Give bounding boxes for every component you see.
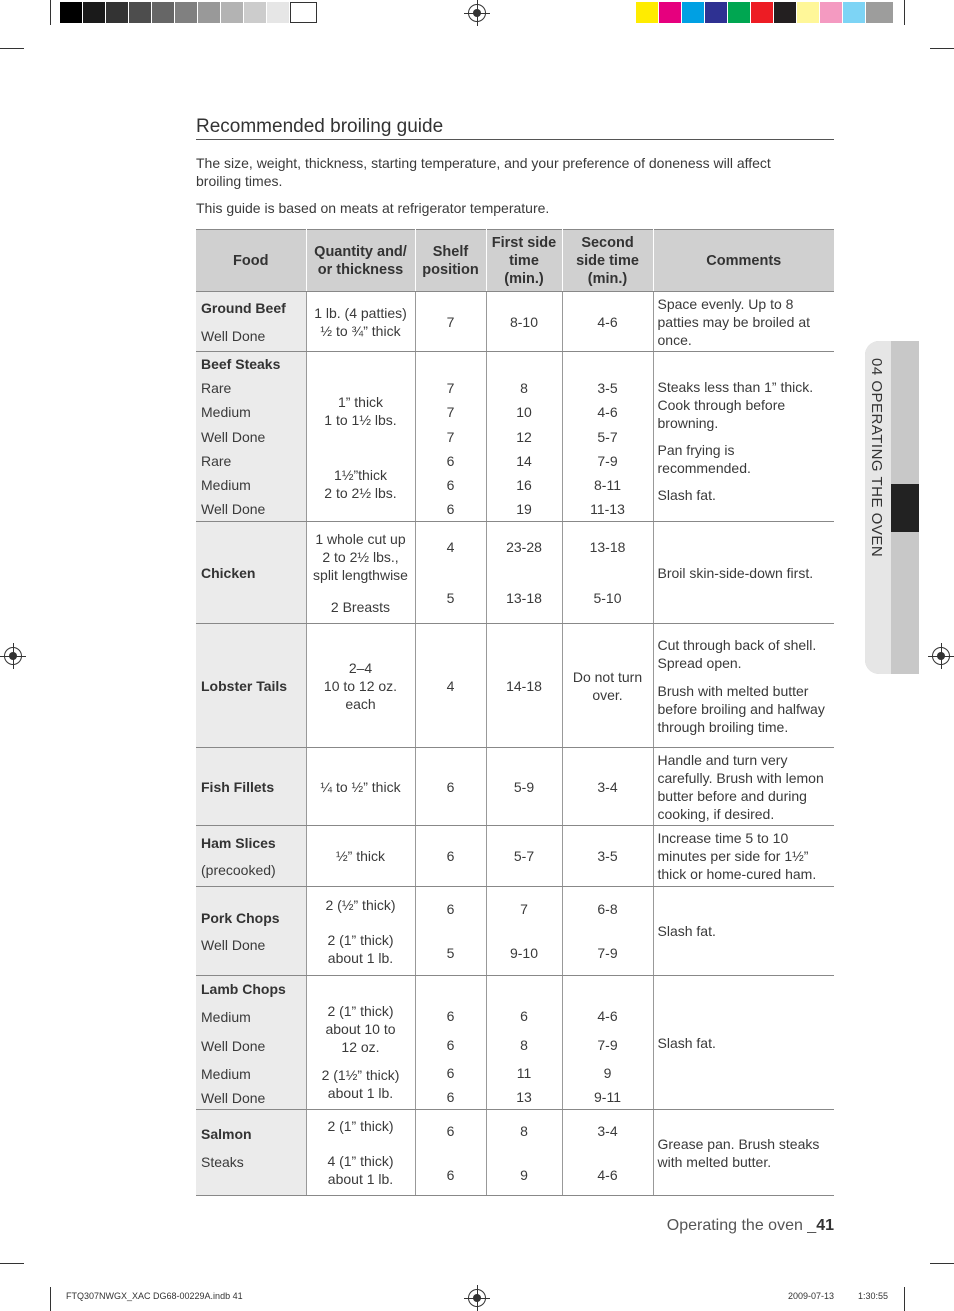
comments-cell: Handle and turn very carefully. Brush with lemon butter before and during cooking, if desired. <box>653 748 834 826</box>
first-side-value: 23-28 <box>506 539 542 556</box>
second-side-value: 3-5 <box>597 380 618 397</box>
first-side-cell: 5-9 <box>486 748 562 826</box>
food-doneness: Well Done <box>201 1090 266 1107</box>
quantity-line: 1 to 1½ lbs. <box>324 412 397 429</box>
crop-mark <box>930 48 954 49</box>
second-side-cell <box>562 352 653 522</box>
registration-mark-icon <box>4 647 22 665</box>
comments-cell: Space evenly. Up to 8 patties may be broiled at once. <box>653 292 834 352</box>
gray-swatch <box>129 2 151 23</box>
table-row <box>196 624 834 748</box>
second-side-value: 4-6 <box>597 1166 618 1183</box>
color-swatch <box>843 2 865 23</box>
page-title: Recommended broiling guide <box>196 116 444 137</box>
first-side-cell <box>486 1110 562 1196</box>
food-doneness: Medium <box>201 1009 251 1026</box>
shelf-value: 4 <box>446 539 455 556</box>
second-side-value: 7-9 <box>597 452 618 469</box>
shelf-value: 6 <box>446 1036 455 1053</box>
quantity-cell: ¼ to ½” thick <box>306 748 415 826</box>
quantity-line: 2 (1” thick) <box>327 1002 394 1019</box>
shelf-cell: 6 <box>415 826 486 887</box>
quantity-line: about 1 lb. <box>327 1084 394 1101</box>
food-doneness: (precooked) <box>201 861 276 878</box>
table-row <box>196 826 834 887</box>
second-side-value: 7-9 <box>597 945 618 962</box>
food-cell <box>196 887 306 976</box>
quantity-line: 2 to 2½ lbs. <box>324 485 397 502</box>
quantity-line: 1” thick <box>337 394 384 411</box>
food-name: Lamb Chops <box>201 981 286 998</box>
quantity-cell <box>306 522 415 624</box>
first-side-value: 13-18 <box>506 590 542 607</box>
color-swatch <box>636 2 658 23</box>
table-row <box>196 748 834 826</box>
second-side-value: 5-10 <box>593 590 622 607</box>
comments-cell: Slash fat. <box>653 887 834 976</box>
shelf-cell <box>415 1110 486 1196</box>
chapter-tab-label: 04 OPERATING THE OVEN <box>868 358 885 558</box>
crop-mark <box>50 1287 51 1311</box>
gray-swatch <box>83 2 105 23</box>
crop-mark <box>50 0 51 25</box>
food-name: Pork Chops <box>201 909 280 926</box>
color-swatch <box>866 2 893 23</box>
quantity-line: 2 to 2½ lbs., <box>322 548 399 565</box>
first-side-value: 19 <box>516 501 532 518</box>
quantity-line: 12 oz. <box>341 1038 380 1055</box>
first-side-value: 12 <box>516 428 532 445</box>
food-doneness: Well Done <box>201 936 266 953</box>
quantity-line: ½ to ¾” thick <box>320 322 401 339</box>
page-footer <box>667 1217 834 1235</box>
shelf-value: 7 <box>446 380 455 397</box>
table-row <box>196 292 834 352</box>
second-side-cell <box>562 887 653 976</box>
comments-cell <box>653 352 834 522</box>
intro-paragraph: The size, weight, thickness, starting temperature, and your preference of doneness will affect broiling times. <box>196 155 771 189</box>
second-side-value: 4-6 <box>597 1007 618 1024</box>
quantity-line: 4 (1” thick) <box>327 1153 394 1170</box>
color-swatch <box>705 2 727 23</box>
food-cell <box>196 292 306 352</box>
registration-mark-icon <box>468 1289 486 1307</box>
slug-date: 2009-07-13 <box>788 1291 835 1301</box>
table-row <box>196 1110 834 1196</box>
gray-swatch <box>244 2 266 23</box>
food-cell <box>196 826 306 887</box>
food-name: Lobster Tails <box>201 677 288 694</box>
shelf-cell <box>415 887 486 976</box>
comment-paragraph: Steaks less than 1” thick. Cook through before browning. <box>657 378 814 431</box>
second-side-value: 9-11 <box>594 1088 621 1105</box>
food-name: Beef Steaks <box>201 356 281 372</box>
color-swatch <box>728 2 750 23</box>
second-side-value: 7-9 <box>597 1036 618 1053</box>
first-side-value: 13 <box>516 1088 532 1105</box>
crop-mark <box>0 48 24 49</box>
comment-paragraph: Slash fat. <box>657 486 716 503</box>
first-side-cell <box>486 522 562 624</box>
crop-mark <box>930 1263 954 1264</box>
shelf-value: 7 <box>446 404 455 421</box>
quantity-cell <box>306 887 415 976</box>
second-side-cell: Do not turn over. <box>562 624 653 748</box>
quantity-line: 2 (1” thick) <box>327 931 394 948</box>
first-side-cell <box>486 887 562 976</box>
food-doneness: Rare <box>201 380 232 397</box>
quantity-line: about 10 to <box>325 1020 396 1037</box>
quantity-line: about 1 lb. <box>327 949 394 966</box>
quantity-line: about 1 lb. <box>327 1171 394 1188</box>
food-doneness: Well Done <box>201 428 266 445</box>
first-side-value: 7 <box>520 901 528 918</box>
first-side-value: 8 <box>520 1036 528 1053</box>
shelf-value: 6 <box>446 1064 455 1081</box>
quantity-line: split lengthwise <box>313 566 408 583</box>
second-side-value: 11-13 <box>590 501 625 518</box>
header-first-side: First side time (min.) <box>486 230 562 292</box>
header-quantity: Quantity and/ or thickness <box>306 230 415 292</box>
footer-label: Operating the oven _ <box>666 1217 817 1234</box>
quantity-line: each <box>345 695 376 712</box>
shelf-value: 5 <box>446 590 455 607</box>
gray-swatch <box>290 2 317 23</box>
food-doneness: Well Done <box>201 327 266 344</box>
quantity-line: 2 (½” thick) <box>325 896 396 913</box>
shelf-cell: 6 <box>415 748 486 826</box>
broiling-guide-table <box>196 229 834 1196</box>
gray-swatch <box>175 2 197 23</box>
quantity-line: 1 lb. (4 patties) <box>314 304 407 321</box>
quantity-cell: ½” thick <box>306 826 415 887</box>
food-cell <box>196 522 306 624</box>
header-shelf: Shelf position <box>415 230 486 292</box>
gray-swatch <box>106 2 128 23</box>
table-row <box>196 887 834 976</box>
crop-mark <box>904 0 905 25</box>
comments-cell: Broil skin-side-down first. <box>653 522 834 624</box>
food-cell <box>196 624 306 748</box>
quantity-line: 2–4 <box>348 659 373 676</box>
gray-swatch <box>60 2 82 23</box>
chapter-tab-marker <box>891 484 919 532</box>
second-side-value: 13-18 <box>589 539 626 556</box>
food-cell <box>196 1110 306 1196</box>
title-divider <box>196 139 834 140</box>
gray-swatch <box>152 2 174 23</box>
color-swatch <box>751 2 773 23</box>
quantity-line: 2 (1” thick) <box>327 1118 394 1135</box>
shelf-value: 5 <box>446 945 455 962</box>
quantity-cell <box>306 352 415 522</box>
quantity-line: 1 whole cut up <box>315 530 406 547</box>
table-row <box>196 976 834 1110</box>
first-side-value: 14 <box>516 452 532 469</box>
crop-mark <box>0 1263 24 1264</box>
first-side-value: 8 <box>520 380 528 397</box>
shelf-value: 6 <box>446 501 455 518</box>
food-name: Fish Fillets <box>201 778 275 795</box>
second-side-value: 4-6 <box>597 404 618 421</box>
gray-swatch <box>267 2 289 23</box>
food-cell <box>196 352 306 522</box>
food-doneness: Rare <box>201 452 232 469</box>
food-cell <box>196 976 306 1110</box>
second-side-value: 8-11 <box>594 476 621 493</box>
color-swatch <box>797 2 819 23</box>
slug-time: 1:30:55 <box>858 1291 889 1301</box>
second-side-cell: 3-5 <box>562 826 653 887</box>
first-side-value: 9 <box>520 1166 528 1183</box>
second-side-cell: 4-6 <box>562 292 653 352</box>
food-name: Ground Beef <box>201 299 286 316</box>
comments-cell <box>653 624 834 748</box>
second-side-value: 3-4 <box>597 1122 618 1139</box>
page-number: 41 <box>816 1217 834 1234</box>
food-name: Chicken <box>201 564 256 581</box>
second-side-cell <box>562 1110 653 1196</box>
comment-paragraph: Brush with melted butter before broiling and halfway through broiling time. <box>657 682 825 735</box>
second-side-cell <box>562 976 653 1110</box>
first-side-value: 9-10 <box>509 945 539 962</box>
quantity-line: 10 to 12 oz. <box>323 677 398 694</box>
second-side-cell: 3-4 <box>562 748 653 826</box>
process-color-bar <box>636 0 896 25</box>
gray-swatch <box>221 2 243 23</box>
food-doneness: Medium <box>201 477 251 494</box>
food-name: Salmon <box>201 1125 252 1142</box>
comments-cell: Increase time 5 to 10 minutes per side for 1½” thick or home-cured ham. <box>653 826 834 887</box>
food-doneness: Well Done <box>201 1038 266 1055</box>
shelf-cell: 4 <box>415 624 486 748</box>
shelf-cell <box>415 352 486 522</box>
comment-paragraph: Cut through back of shell. Spread open. <box>657 636 817 671</box>
shelf-cell: 7 <box>415 292 486 352</box>
shelf-cell <box>415 976 486 1110</box>
first-side-cell <box>486 352 562 522</box>
shelf-value: 6 <box>446 1122 455 1139</box>
food-name: Ham Slices <box>201 834 276 851</box>
quantity-line: 1½”thick <box>334 467 387 484</box>
shelf-value: 7 <box>446 428 455 445</box>
second-side-cell <box>562 522 653 624</box>
food-doneness: Medium <box>201 404 251 421</box>
shelf-cell <box>415 522 486 624</box>
registration-mark-icon <box>932 647 950 665</box>
registration-mark-icon <box>468 4 486 22</box>
food-cell <box>196 748 306 826</box>
shelf-value: 6 <box>446 901 455 918</box>
first-side-value: 6 <box>520 1007 528 1024</box>
first-side-value: 8 <box>520 1122 528 1139</box>
header-comments: Comments <box>653 230 834 292</box>
shelf-value: 6 <box>446 1166 455 1183</box>
second-side-value: 5-7 <box>597 428 618 445</box>
first-side-value: 10 <box>516 404 532 421</box>
second-side-value: 6-8 <box>597 901 618 918</box>
header-food: Food <box>196 230 306 292</box>
table-row <box>196 352 834 522</box>
food-doneness: Medium <box>201 1066 251 1083</box>
first-side-cell <box>486 976 562 1110</box>
color-swatch <box>682 2 704 23</box>
comment-paragraph: Pan frying is recommended. <box>657 441 751 476</box>
comments-cell: Grease pan. Brush steaks with melted butter. <box>653 1110 834 1196</box>
first-side-value: 16 <box>516 476 532 493</box>
color-swatch <box>774 2 796 23</box>
grayscale-color-bar <box>60 0 320 25</box>
quantity-line: 2 (1½” thick) <box>321 1066 400 1083</box>
comments-cell: Slash fat. <box>653 976 834 1110</box>
food-doneness: Well Done <box>201 501 266 518</box>
shelf-value: 6 <box>446 1088 455 1105</box>
first-side-value: 11 <box>516 1064 532 1081</box>
second-side-value: 9 <box>603 1064 612 1081</box>
first-side-cell: 14-18 <box>486 624 562 748</box>
first-side-cell: 5-7 <box>486 826 562 887</box>
table-row <box>196 522 834 624</box>
shelf-value: 6 <box>446 452 455 469</box>
color-swatch <box>659 2 681 23</box>
quantity-cell <box>306 976 415 1110</box>
gray-swatch <box>198 2 220 23</box>
color-swatch <box>820 2 842 23</box>
quantity-cell <box>306 1110 415 1196</box>
header-second-side: Second side time (min.) <box>562 230 653 292</box>
intro-note: This guide is based on meats at refrigerator temperature. <box>196 200 550 216</box>
quantity-line: 2 Breasts <box>330 598 391 615</box>
shelf-value: 6 <box>446 1007 455 1024</box>
shelf-value: 6 <box>446 476 455 493</box>
slug-filename: FTQ307NWGX_XAC DG68-00229A.indb 41 <box>66 1291 243 1301</box>
food-doneness: Steaks <box>201 1153 244 1170</box>
quantity-cell <box>306 624 415 748</box>
crop-mark <box>904 1287 905 1311</box>
quantity-cell <box>306 292 415 352</box>
first-side-cell: 8-10 <box>486 292 562 352</box>
